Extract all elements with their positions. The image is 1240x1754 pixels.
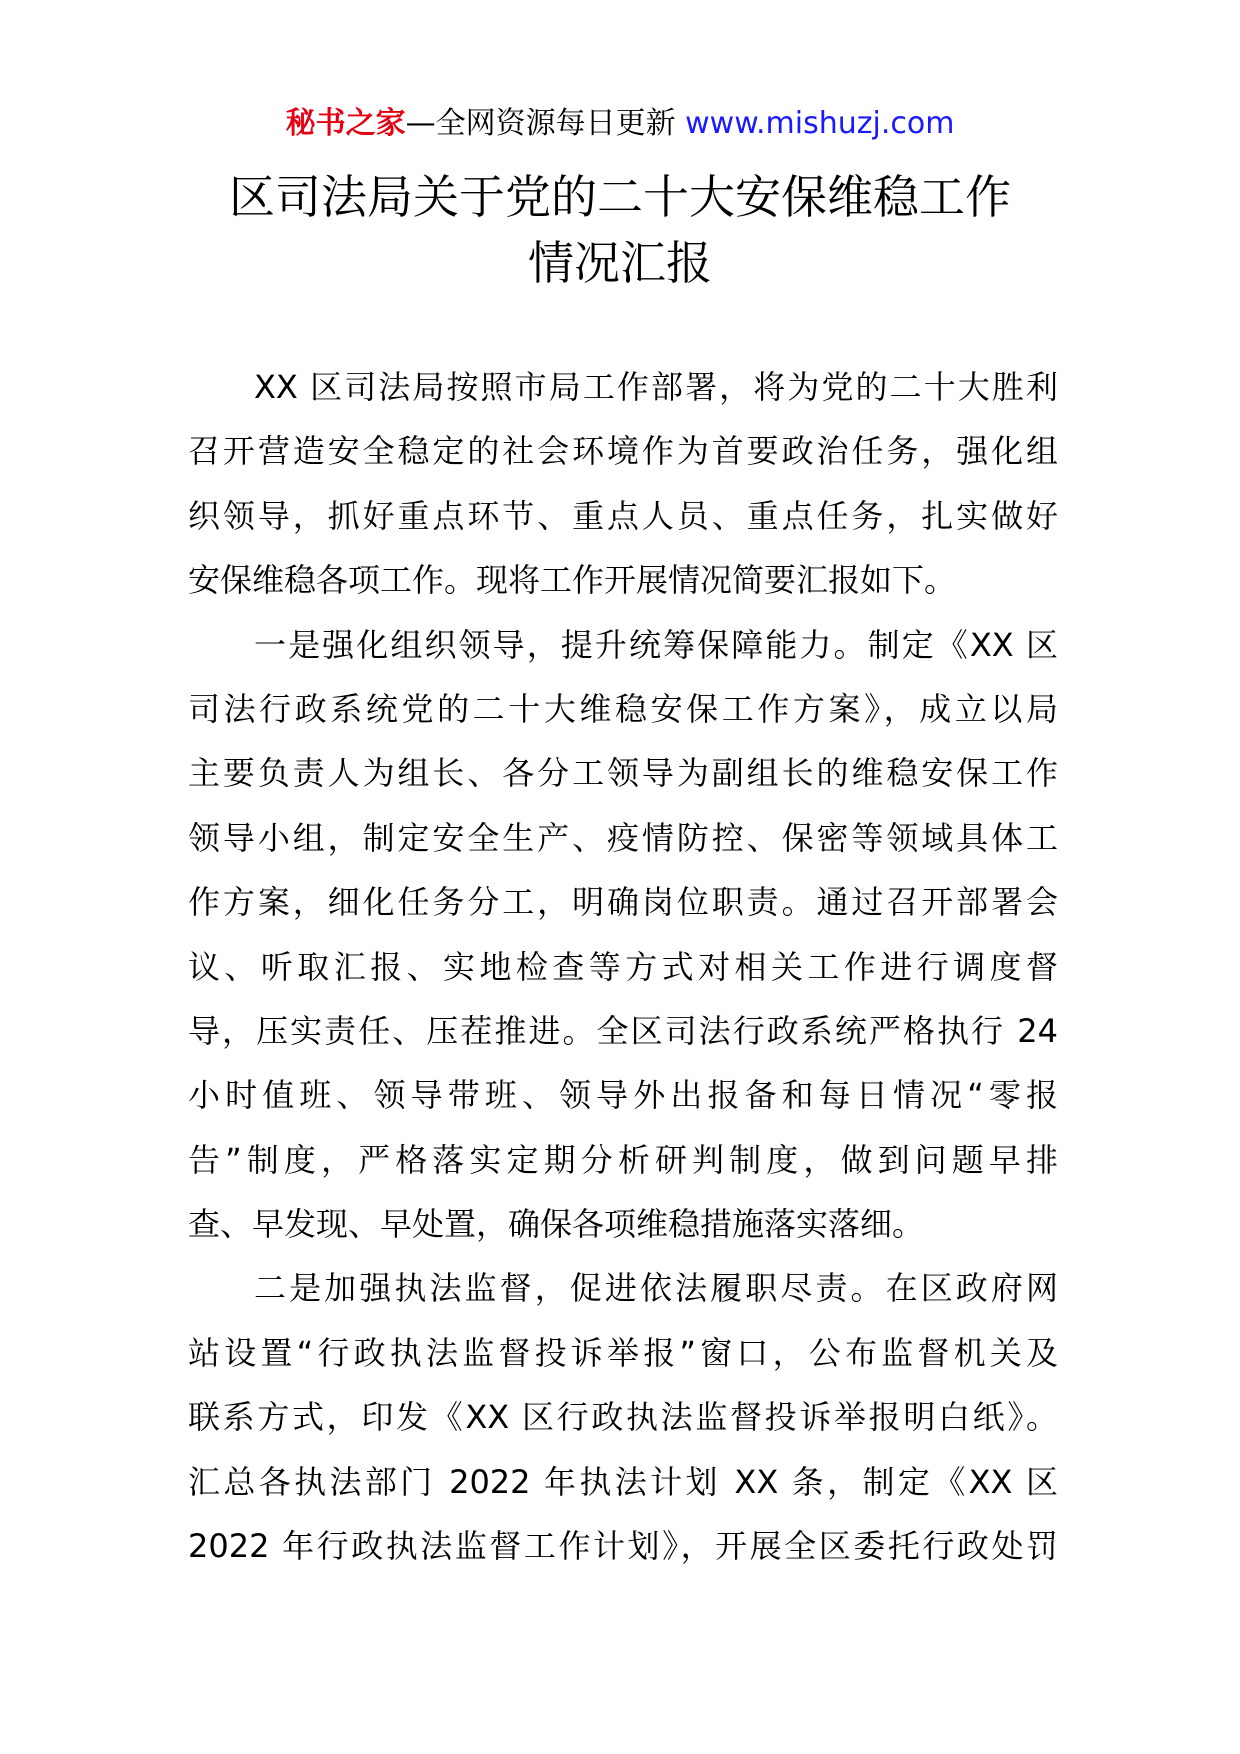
document-title <box>0 164 1240 296</box>
paragraph-line: 召开营造安全稳定的社会环境作为首要政治任务，强化组 <box>188 432 1058 471</box>
paragraph-line: 议、听取汇报、实地检查等方式对相关工作进行调度督 <box>188 947 1058 986</box>
paragraph-line: XX 区司法局按照市局工作部署，将为党的二十大胜利 <box>254 368 1058 406</box>
brand-name: 秘书之家 <box>285 106 406 141</box>
title-line-1: 区司法局关于党的二十大安保维稳工作 <box>229 170 1011 224</box>
paragraph-line: 导，压实责任、压茬推进。全区司法行政系统严格执行 24 <box>188 1011 1058 1050</box>
paragraph-line: 联系方式，印发《XX 区行政执法监督投诉举报明白纸》。 <box>188 1398 1058 1437</box>
paragraph-line: 查、早发现、早处置，确保各项维稳措施落实落细。 <box>188 1205 925 1244</box>
paragraph-line: 作方案，细化任务分工，明确岗位职责。通过召开部署会 <box>188 883 1058 922</box>
brand-tagline: —全网资源每日更新 <box>405 106 676 141</box>
site-url-link[interactable]: www.mishuzj.com <box>685 106 955 141</box>
paragraph-line: 一是强化组织领导，提升统筹保障能力。制定《XX 区 <box>254 625 1058 664</box>
paragraph-line: 二是加强执法监督，促进依法履职尽责。在区政府网 <box>254 1269 1058 1308</box>
paragraph-line: 站设置“行政执法监督投诉举报”窗口，公布监督机关及 <box>188 1333 1058 1372</box>
paragraph-line: 领导小组，制定安全生产、疫情防控、保密等领域具体工 <box>188 818 1058 857</box>
paragraph-line: 主要负责人为组长、各分工领导为副组长的维稳安保工作 <box>188 754 1058 793</box>
paragraph-line: 告”制度，严格落实定期分析研判制度，做到问题早排 <box>188 1140 1058 1179</box>
paragraph-line: 安保维稳各项工作。现将工作开展情况简要汇报如下。 <box>188 561 957 600</box>
paragraph-line: 汇总各执法部门 2022 年执法计划 XX 条，制定《XX 区 <box>188 1462 1058 1501</box>
title-line-2: 情况汇报 <box>528 236 712 290</box>
site-banner <box>0 102 1240 146</box>
paragraph-line: 2022 年行政执法监督工作计划》，开展全区委托行政处罚 <box>188 1527 1058 1566</box>
paragraph-line: 织领导，抓好重点环节、重点人员、重点任务，扎实做好 <box>188 496 1058 535</box>
paragraph-line: 小时值班、领导带班、领导外出报备和每日情况“零报 <box>188 1076 1058 1115</box>
document-body <box>188 355 1058 1578</box>
paragraph-line: 司法行政系统党的二十大维稳安保工作方案》，成立以局 <box>188 689 1058 728</box>
